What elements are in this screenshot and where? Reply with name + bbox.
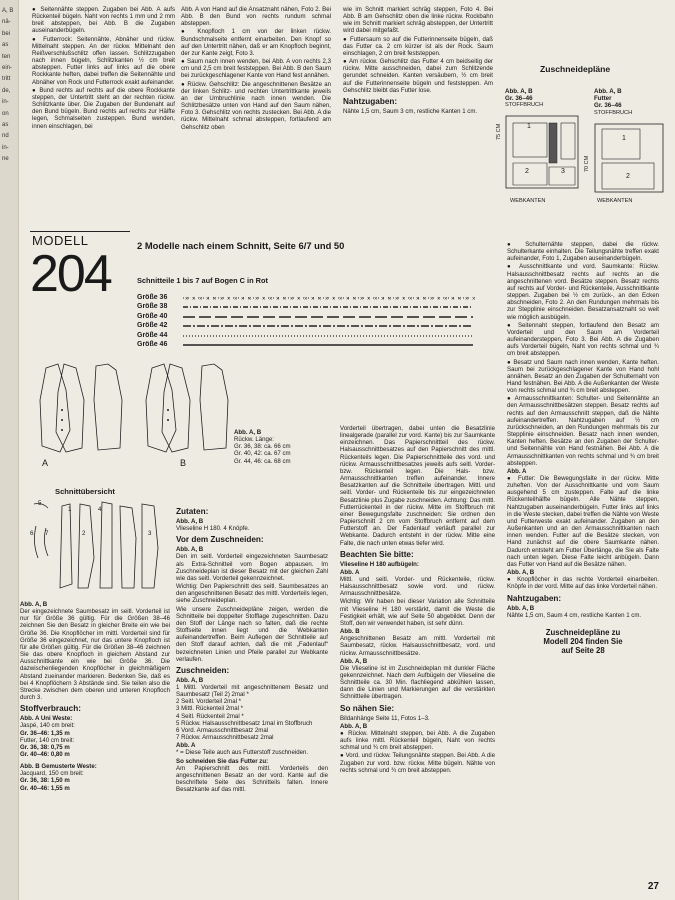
- margin-fragment: as: [2, 42, 9, 49]
- fabric-line: Futter, 140 cm breit:: [20, 736, 75, 744]
- size-36-mark: ×: [395, 296, 399, 303]
- lower-left-column: [20, 600, 170, 792]
- cut-list-item: 5 Rückw. Halsausschnittbesatz 1mal im Stoffbruch: [176, 719, 313, 727]
- abb-label: Abb. A, B: [507, 604, 535, 612]
- paragraph: ● Futtersaum so auf die Futterinnenseite bügeln, daß das Futter ca. 2 cm kürzer ist als der Rock. Saum einschlagen, 2 cm breit feststeppen.: [343, 35, 493, 57]
- size-legend: [137, 293, 167, 349]
- abb-label: Abb. A: [176, 742, 196, 750]
- size-36-mark: ×: [290, 296, 294, 303]
- size-36-mark: ×: [199, 296, 203, 303]
- size-36-mark: ×: [269, 296, 273, 303]
- paragraph: Den im seitl. Vorderteil eingezeichneten Saumbesatz als Extra-Schnitteil vom Bogen abpausen. Im Zuschneideplan ist dieser Besatz mit der gleichen Zahl wie das seitl. Vorderteil gekennzeichnet.: [176, 553, 328, 582]
- abb-label: Abb. A Uni Weste:: [20, 715, 73, 723]
- section-heading: Nahtzugaben:: [507, 593, 562, 603]
- size-36-mark: ×: [430, 296, 434, 303]
- top-mid-column: [181, 6, 331, 132]
- margin-fragment: ne: [2, 156, 9, 163]
- back-length-box: [234, 428, 324, 465]
- section-subheading: So schneiden Sie das Futter zu:: [176, 757, 269, 765]
- size-label: Größe 46: [137, 341, 168, 349]
- cut-list-item: 2 Seitl. Vorderteil 2mal *: [176, 698, 242, 706]
- length-line: Rückw. Länge:: [234, 436, 274, 444]
- size-36-mark: ×: [255, 296, 259, 303]
- selvedge-label: WEBKANTEN: [510, 198, 546, 204]
- top-right-column: [343, 6, 493, 116]
- cutting-plan-reference: auf Seite 28: [561, 645, 605, 655]
- length-line: Gr. 36, 38: ca. 66 cm: [234, 443, 291, 451]
- fabric-line: Gr. 36–46: 1,35 m: [20, 729, 70, 737]
- paragraph: ● Rückw. Mittelnaht steppen, bei Abb. A die Zugaben aufs linke mittl. Rückenteil bügeln, Naht von rechts schmal und ¾ cm breit absteppen.: [340, 729, 495, 752]
- abb-label: Abb. A, B: [176, 676, 204, 684]
- abb-label: Abb. A, B: [176, 546, 204, 554]
- section-heading: So nähen Sie:: [340, 703, 395, 713]
- plan-label-line: STOFFBRUCH: [505, 102, 544, 109]
- paragraph: Wichtig: Den Papierschnitt des seitl. Saumbesatzes an den angeschnittenen Besatz des mittl. Vorderteils legen, siehe Zuschneideplan.: [176, 583, 328, 605]
- pattern-overview-heading: Schnittübersicht: [55, 487, 115, 496]
- plan-label-lining: [594, 88, 632, 117]
- size-36-mark: ×: [374, 296, 378, 303]
- paragraph: Die Vlieseline ist im Zuschneideplan mit dunkler Fläche gekennzeichnet. Nach dem Aufbügeln der Vlieseline die Schnittteile ca. 30 Min. flachliegend abkühlen lassen, dann die Linien und Markierungen auf die verstärkten Schnittteile übertragen.: [340, 664, 495, 701]
- abb-label: Abb. A, B: [507, 569, 535, 577]
- margin-fragment: in-: [2, 99, 9, 106]
- cut-list-item: 6 Vord. Armausschnittbesatz 2mal: [176, 726, 269, 734]
- lining-cutting-diagram: [594, 123, 666, 195]
- piece-number: 3: [561, 168, 565, 175]
- middle-right-column: [340, 425, 495, 775]
- left-margin-fragments: [0, 0, 19, 900]
- piece-number: 1: [527, 123, 531, 130]
- section-heading: Beachten Sie bitte:: [340, 549, 414, 559]
- size-label: Größe 36: [137, 294, 168, 301]
- size-36-mark: ×: [206, 296, 210, 303]
- abb-label: Abb. A: [507, 467, 527, 475]
- section-heading: Nahtzugaben:: [343, 96, 398, 106]
- piece-number: 5: [38, 500, 42, 507]
- pattern-pieces-title: Schnitteile 1 bis 7 auf Bogen C in Rot: [137, 276, 268, 285]
- paragraph: Nähte 1,5 cm, Saum 4 cm, restliche Kanten 1 cm.: [507, 611, 642, 619]
- margin-fragment: nä-: [2, 19, 11, 26]
- size-36-mark: ×: [437, 296, 441, 303]
- size-label: Größe 40: [137, 312, 168, 320]
- size-36-mark: ×: [332, 296, 336, 303]
- paragraph: ● Ausschnittkante und vord. Saumkante: Rückw. Halsausschnittbesatz rechts auf rechts an die angeschnittenen vord. Besätze steppen. Besatz rechts auf rechts auf Vorder- und Rückenteile, Ausschnittkante steppen. Zugaben bei ½ cm zurück-, an den Ecken abschneiden, Foto 2. An den Rundungen mehrmals bis zur Stepplinie einschneiden. Besatzansatznaht so weit wie möglich ausbügeln.: [507, 263, 659, 321]
- lining-width-dim: 70 CM: [584, 155, 590, 172]
- piece-number: 2: [626, 173, 630, 180]
- size-36-mark: ×: [402, 296, 406, 303]
- size-36-mark: ×: [339, 296, 343, 303]
- size-36-mark: ×: [360, 296, 364, 303]
- paragraph: ● Seitennähte steppen. Zugaben bei Abb. A aufs Rückenteil bügeln. Naht von rechts 1 mm und 2 mm breit absteppen, bei Abb. B die Zugaben auseinanderbügeln.: [32, 6, 175, 35]
- right-column: [507, 241, 659, 655]
- size-36-mark: ×: [465, 296, 469, 303]
- size-36-mark: ×: [423, 296, 427, 303]
- paragraph: * = Diese Teile auch aus Futterstoff zuschneiden.: [176, 749, 309, 757]
- margin-fragment: on: [2, 110, 9, 117]
- section-subheading: Vlieseline H 180 aufbügeln:: [340, 560, 419, 568]
- paragraph: ● Armausschnittkanten: Schulter- und Seitennähte an den Armausschnittbesätzen steppen. Besatz rechts auf rechts auf den Armausschnitt steppen, daß die Nähte aufeinandertreffen. Nahtzugaben auf ½ cm zurückschneiden, an den Rundungen mehrmals bis zur Stepplinie einschneiden. Besatz nach innen wenden, Kanten heften. Besätze an den Zugaben der Schulter- und Seitennähte von Hand festnähen. Bei Abb. A die Armausschnittkanten von rechts schmal und ¾ cm breit absteppen.: [507, 395, 659, 467]
- cutting-plan-reference: Modell 204 finden Sie: [543, 636, 623, 646]
- abb-label: Abb. B: [340, 628, 360, 636]
- vest-b-illustration: [142, 360, 242, 460]
- fabric-width-dim: 75 CM: [496, 123, 502, 140]
- plan-label-line: Futter: [594, 95, 612, 103]
- size-label: Größe 44: [137, 331, 168, 339]
- paragraph: ● Am rückw. Gehschlitz das Futter 4 cm beidseitig der rückw. Mitte ausschneiden, dabei zum Schlitzende gerundet schneiden. Kanten versäubern, ½ cm breit auf die Futterinnenseite bügeln und feststeppen. Am Gehschlitz bleibt das Futter lose.: [343, 58, 493, 94]
- margin-fragment: nd: [2, 133, 9, 140]
- size-36-mark: ×: [311, 296, 315, 303]
- margin-fragment: A, B: [2, 8, 14, 14]
- piece-number: 6: [30, 530, 34, 537]
- paragraph: ● Seitennaht steppen, fortlaufend den Besatz am Vorderteil und den Saum am Vorderteil aufeinandersteppen, Foto 3. Bei Abb. A die Zugaben aufs Vorderteil bügeln, Naht von rechts schmal und ¾ cm breit absteppen.: [507, 321, 659, 358]
- size-36-mark: ×: [416, 296, 420, 303]
- size-36-mark: ×: [241, 296, 245, 303]
- size-line-styles: [183, 293, 476, 351]
- margin-fragment: in-: [2, 144, 9, 151]
- size-36-mark: ×: [227, 296, 231, 303]
- size-36-mark: ×: [388, 296, 392, 303]
- abb-label: Abb. A, B: [176, 518, 204, 525]
- abb-label: Abb. A, B: [20, 601, 48, 608]
- cut-list-item: 3 Mittl. Rückenteil 2mal *: [176, 705, 244, 713]
- size-36-mark: ×: [409, 296, 413, 303]
- abb-label: Abb. A: [340, 568, 360, 576]
- top-left-column: [32, 6, 175, 131]
- cutting-plans-heading: Zuschneidepläne: [540, 64, 611, 74]
- paragraph: Mittl. und seitl. Vorder- und Rückenteile, rückw. Halsausschnittbesatz sowie vord. und rückw. Armausschnittbesätze.: [340, 575, 495, 598]
- plan-label-line: STOFFBRUCH: [594, 109, 633, 116]
- plan-label-line: Gr. 36–46: [505, 95, 533, 103]
- page-number: 27: [647, 881, 659, 892]
- piece-number: 1: [68, 506, 72, 513]
- piece-number: 4: [98, 506, 102, 513]
- fabric-line: Gr. 36, 38: 0,75 m: [20, 743, 70, 751]
- modell-number: 204: [30, 245, 111, 303]
- cut-list-item: 1 Mittl. Vorderteil mit angeschnittenem Besatz und Saumbesatz (Teil 2) 2mal *: [176, 683, 328, 699]
- cut-list-item: 4 Seitl. Rückenteil 2mal *: [176, 712, 244, 720]
- fabric-line: Gr. 40–46: 0,80 m: [20, 750, 70, 758]
- section-heading: Zuschneiden:: [176, 665, 230, 675]
- plan-label-line: Gr. 36–46: [594, 102, 622, 110]
- plan-label-fabric: [505, 88, 543, 110]
- size-36-mark: ×: [213, 296, 217, 303]
- modell-label: MODELL: [32, 233, 89, 248]
- paragraph: Vlieseline H 180. 4 Knöpfe.: [176, 525, 250, 533]
- size-36-mark: ×: [451, 296, 455, 303]
- piece-number: 7: [45, 530, 49, 537]
- paragraph: ● Bund rechts auf rechts auf die obere Rockkante steppen, der Untertritt steht an der rechten rückw. Schlitzkante über. Die Zugaben der Bundenaht auf den Bund bügeln. Bund rechts auf rechts zur Hälfte legen, Schmalseiten zusteppen. Bund wenden, innen einschlagen, bei: [32, 86, 175, 130]
- size-36-mark: ×: [346, 296, 350, 303]
- size-36-mark: ×: [297, 296, 301, 303]
- abb-label: Abb. A, B: [234, 429, 262, 436]
- paragraph: ● Schulternähte steppen, dabei die rückw. Schulterkante einhalten. Die Teilungsnähte treffen exakt aufeinander, Foto 1, Zugaben auseinanderbügeln.: [507, 241, 659, 263]
- paragraph: ● Knopflöcher in das rechte Vorderteil einarbeiten. Knöpfe in der vord. Mitte auf das linke Vorderteil nähen.: [507, 576, 659, 591]
- paragraph: ● Vord. und rückw. Teilungsnähte steppen. Bei Abb. A die Zugaben zur vord. bzw. rückw. Mitte bügeln. Nähte von rechts schmal und ¾ cm breit absteppen.: [340, 752, 495, 774]
- paragraph: ● Knopfloch 1 cm von der linken rückw. Bundschmalseite entfernt einarbeiten. Den Knopf so auf den Untertritt nähen, daß er am Knopfloch beginnt, der zur Kante zeigt, Foto 3.: [181, 28, 331, 57]
- abb-label: Abb. A, B: [340, 722, 368, 730]
- length-line: Gr. 40, 42: ca. 67 cm: [234, 450, 291, 458]
- fabric-line: Gr. 40–46: 1,55 m: [20, 784, 70, 792]
- vest-b-label: B: [180, 458, 187, 468]
- paragraph: Angeschnittenen Besatz am mittl. Vorderteil mit Saumbesatz, rückw. Halsausschnittbesatz, vord. und rückw. Armausschnittbesätze.: [340, 635, 495, 657]
- plan-label-line: Abb. A, B: [505, 88, 533, 95]
- fabric-line: Gr. 36, 38: 1,50 m: [20, 777, 70, 785]
- paragraph: ● Besatz und Saum nach innen wenden, Kante heften. Saum bei zurückgeschlagener Kante von Hand hohl annähen. Besatz an den Zugaben der Schulternaht von Hand festnähen. Bei Abb. A die Außenkanten der Weste von rechts schmal und ¾ cm breit absteppen.: [507, 358, 659, 395]
- size-36-mark: ×: [325, 296, 329, 303]
- paragraph: ● Saum nach innen wenden, bei Abb. A von rechts 2,3 cm und 2,5 cm breit feststeppen. Bei Abb. B den Saum bei zurückgeschlagener Kante von Hand fest annähen.: [181, 58, 331, 80]
- paragraph: ● Futter: Die Bewegungsfalte in der rückw. Mitte zuheften. Von der Ausschnittkante und vom Saum ausgehend 5 cm zusteppen. Falte auf die linke Rückenteilhälfte bügeln. Alle Nähte steppen, Nahtzugaben auseinanderbügeln. Futter links auf links in die Weste stecken, dabei treffen die Nähte von Weste und Futterweste exakt aufeinander. Zugaben an den Außenkanten und an den Armausschnittkanten nach innen wenden. Futter auf die Besätze stecken, von Hand zunächst auf die obere Saumkante nähen. Dadurch entsteht am Futter Überlänge, die Sie als Falte nach unten legen. Diese Falte leicht anbügeln. Dann das Futter von Hand auf die Besätze nähen.: [507, 475, 659, 568]
- cutting-plan-reference: Zuschneidepläne zu: [545, 627, 621, 637]
- paragraph: Abb. A von Hand auf die Ansatznaht nähen, Foto 2. Bei Abb. B den Bund von rechts rundum schmal absteppen.: [181, 6, 331, 28]
- paragraph: wie im Schnitt markiert schräg steppen, Foto 4. Bei Abb. B am Gehschlitz oben die linke rückw. Rockbahn wie im Schnitt markiert schräg absteppen, der Untertritt wird dabei mitgefaßt.: [343, 6, 493, 35]
- paragraph: ● Futterrock: Seitennähte, Abnäher und rückw. Mittelnaht steppen. An der rückw. Mittelnaht den Reißverschlußschlitz offen lassen. Schlitzzugaben nach innen bügeln, Schlitzkanten ½ cm breit absteppen. Futter links auf links auf die obere Rockkante heften, dabei treffen die Seitennähte und Abnäher von Rock und Futterrock exakt aufeinander.: [32, 35, 175, 86]
- margin-text: [0, 0, 18, 164]
- margin-fragment: ten: [2, 53, 11, 60]
- fabric-line: Jaspé, 140 cm breit:: [20, 722, 75, 730]
- paragraph: Vorderteil übertragen, dabei unten die Besatzlinie linealgerade (parallel zur vord. Kante) bis zur Saumkante einzeichnen. Das Papierschnittteil des rückw. Halsausschnittbesatzes auf den Papierschnitt des mittl. Rückenteils legen. Die Papierschnittteile des vord. und rückw. Armausschnittbesatzes jeweils aufs seitl. Vorder- bzw. Rückenteil legen. Die Hals- bzw. Armausschnittkanten treffen aufeinander. Innere Besatzkanten auf die Schnitteile übertragen. Mittl. und seitl. Vorder- und Rückenteile bis zur eingezeichneten Besatzlinie plus Zugabe zuschneiden. Achtung: Das mittl. Futterrückenteil in der rückw. Mitte im Stoffbruch mit einer Bewegungsfalte zuschneiden: Sie ordnen den Papierschnitt 2 cm vom Stoffbruch entfernt auf dem Futterstoff an. Der Fadenlauf verläuft parallel zur Webkante. Dadurch entsteht in der rückw. Mitte eine Falte, die nach unten etwas tiefer wird.: [340, 425, 495, 547]
- rule-line: [30, 231, 130, 232]
- size-36-mark: ×: [458, 296, 462, 303]
- selvedge-label: WEBKANTEN: [597, 198, 633, 204]
- plan-label-line: Abb. A, B: [594, 88, 622, 95]
- cut-list-item: 7 Rückw. Armausschnittbesatz 2mal: [176, 734, 274, 742]
- fabric-cutting-diagram: [505, 115, 580, 195]
- size-36-mark: ×: [353, 296, 357, 303]
- paragraph: Nähte 1,5 cm, Saum 3 cm, restliche Kanten 1 cm.: [343, 107, 478, 115]
- piece-number: 2: [525, 168, 529, 175]
- paragraph: Der eingezeichnete Saumbesatz im seitl. Vorderteil ist nur für Größe 36 gültig. Für die Größen 38–46 zeichnen Sie den Besatz in gleicher Breite ein wie bei Größe 36. Die Knopflöcher im mittl. Vorderteil sind für Größe 36 eingezeichnet, nur das untere Knopfloch ist für alle Größen gültig. Für die Größen 38–46 zeichnen Sie das obere Knopfloch in gleichem Abstand zur Ausschnittkante ein wie bei Größe 36. Die dazwischenliegenden Knopflöcher in gleichmäßigem Abstand zueinander markieren. Bedenken Sie, daß es bei 4 Knopflöchern 3 Abstände sind. Sie teilen also die Strecke zwischen dem oberen und unteren Knopfloch durch 3.: [20, 608, 170, 702]
- size-36-mark: ×: [185, 296, 189, 303]
- margin-fragment: tritt: [2, 76, 11, 83]
- vest-a-label: A: [42, 458, 49, 468]
- paragraph: Am Papierschnitt des mittl. Vorderteils den angeschnittenen Besatz an der vord. Kante auf die beschriftete Seite des Schnitteils falten. Innere Besatzkante auf das mittl.: [176, 764, 328, 794]
- size-36-mark: ×: [283, 296, 287, 303]
- size-36-mark: ×: [220, 296, 224, 303]
- margin-fragment: as: [2, 122, 9, 129]
- piece-number: 1: [622, 135, 626, 142]
- size-label: Größe 42: [137, 322, 168, 330]
- size-line-36-marks: [185, 297, 476, 303]
- fabric-line: Jacquard, 150 cm breit:: [20, 770, 84, 778]
- paragraph: Bildanhänge Seite 11, Fotos 1–3.: [340, 714, 430, 722]
- paragraph: Wie unsere Zuschneidepläne zeigen, werden die Schnitteile bei doppelter Stofflage zugeschnitten. Dazu den Stoff der Länge nach so falten, daß die rechte Stoffseite innen liegt und die Webkanten aufeinandertreffen. Beim Auflegen der Schnitteile auf den Stoff darauf achten, daß die mit „Fadenlauf“ bezeichneten Linien und Pfeile parallel zur Webkante verlaufen.: [176, 605, 328, 663]
- size-36-mark: ×: [381, 296, 385, 303]
- size-36-mark: ×: [367, 296, 371, 303]
- size-36-mark: ×: [304, 296, 308, 303]
- section-heading: Zutaten:: [176, 507, 209, 516]
- margin-fragment: de,: [2, 87, 11, 94]
- margin-fragment: bei: [2, 30, 11, 37]
- length-line: Gr. 44, 46: ca. 68 cm: [234, 457, 291, 465]
- size-36-mark: ×: [444, 296, 448, 303]
- size-36-mark: ×: [262, 296, 266, 303]
- middle-column: [176, 504, 328, 794]
- margin-fragment: ein-: [2, 65, 13, 72]
- piece-number: 2: [82, 530, 86, 537]
- paragraph: Wichtig: Wir haben bei dieser Variation alle Schnitteile mit Vlieseline H 180 verstärkt, damit die Weste die Festigkeit erhält, wie auf Seite 50 abgebildet. Denn der Stoff, den wir verwendet haben, ist sehr dünn.: [340, 598, 495, 627]
- size-36-mark: ×: [276, 296, 280, 303]
- vest-a-illustration: [36, 360, 136, 460]
- section-heading: Vor dem Zuschneiden:: [176, 535, 264, 545]
- size-36-mark: ×: [234, 296, 238, 303]
- size-36-mark: ×: [472, 296, 476, 303]
- piece-number: 3: [148, 530, 152, 537]
- size-label: Größe 38: [137, 303, 168, 311]
- size-36-mark: ×: [318, 296, 322, 303]
- abb-label: Abb. B Gemusterte Weste:: [20, 763, 97, 771]
- model-title: 2 Modelle nach einem Schnitt, Seite 6/7 und 50: [137, 240, 345, 251]
- section-heading: Stoffverbrauch:: [20, 704, 81, 714]
- size-36-mark: ×: [192, 296, 196, 303]
- size-36-mark: ×: [248, 296, 252, 303]
- abb-label: Abb. A, B: [340, 657, 368, 665]
- paragraph: ● Rückw. Gehschlitz: Die angeschnittenen Besätze an der linken Schlitz- und rechten Untertrittkante jeweils an der Umbruchlinie nach innen wenden. Die Schlitzbesätze unten von Hand auf den Saum nähen, Foto 3. Gehschlitz von rechts zustecken. Bei Abb. A die rückw. Mittelnaht schmal absteppen, fortlaufend am Gehschlitz oben: [181, 80, 331, 131]
